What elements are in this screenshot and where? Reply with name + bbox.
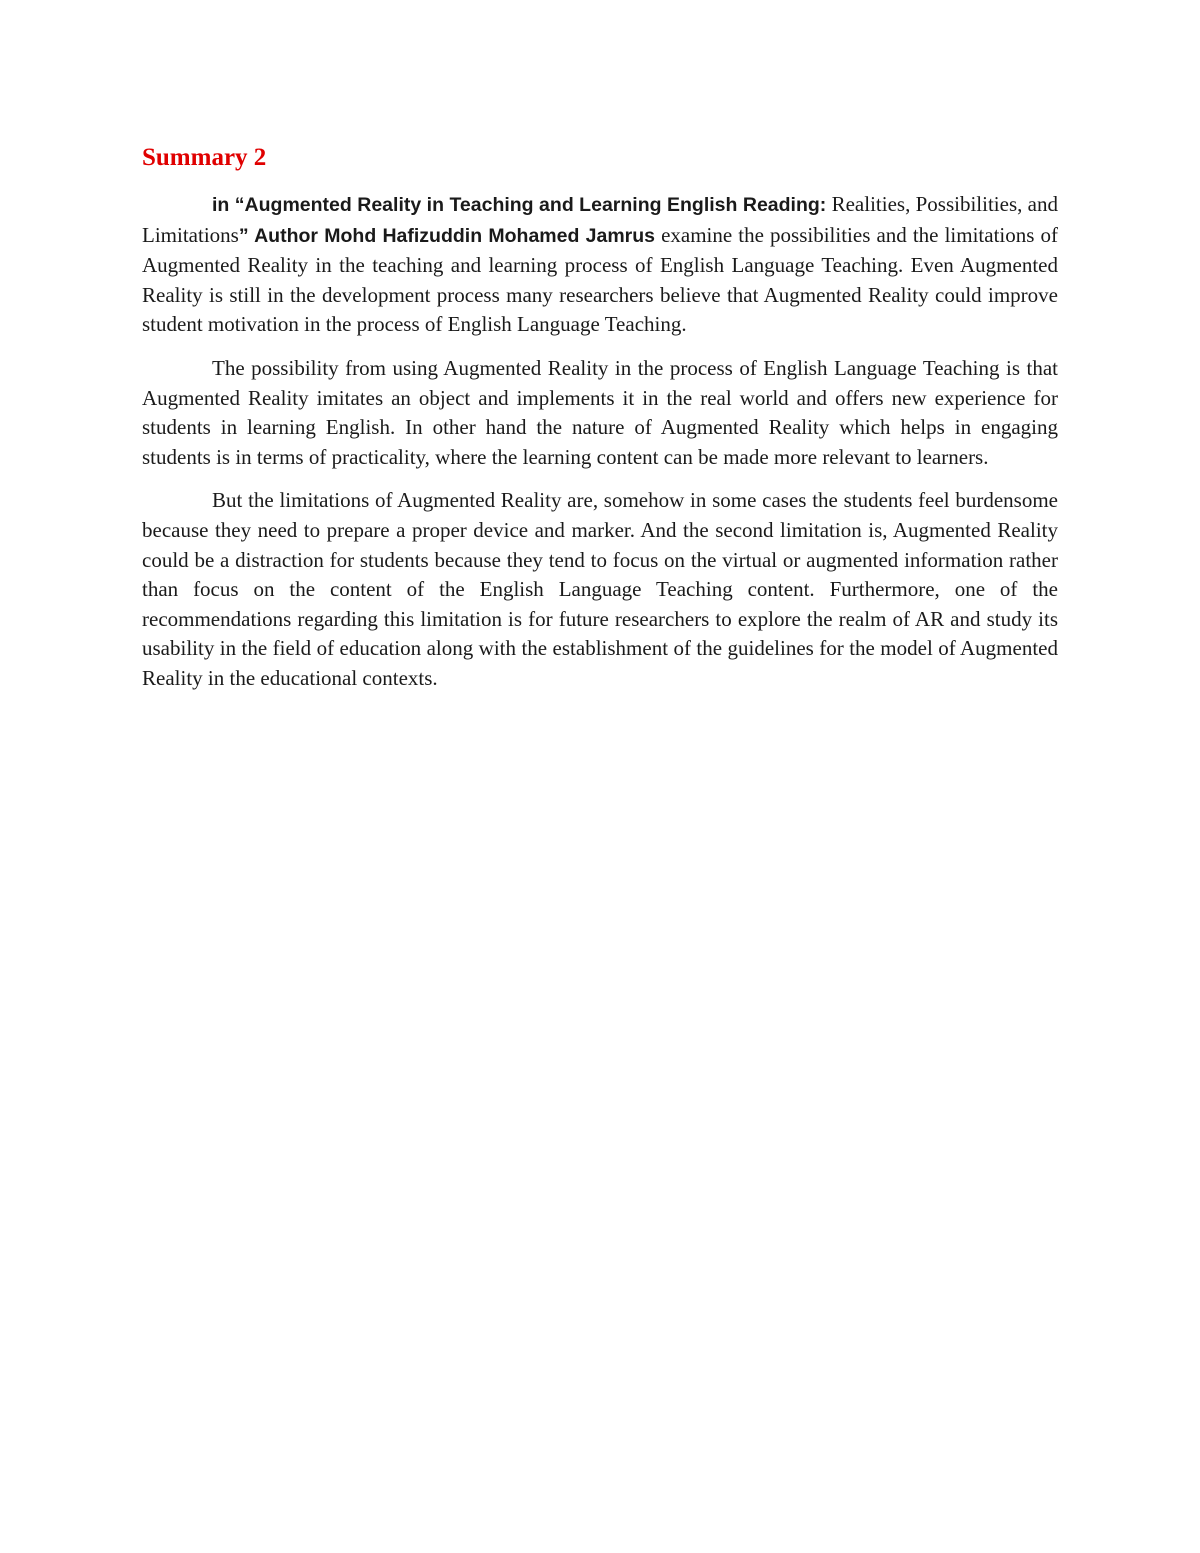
author-name: Author Mohd Hafizuddin Mohamed Jamrus [248,224,655,247]
article-title-bold: in “Augmented Reality in Teaching and Learning English Reading: [212,194,827,216]
paragraph-intro [142,190,1058,340]
article-title-close-quote: ” [238,224,249,247]
article-title-rest: Realities, Possibilities, and Limitations [142,192,1058,247]
paragraph-possibilities: The possibility from using Augmented Reality in the process of English Language Teaching is that Augmented Reality imitates an object and implements it in the real world and offers new experience for students in learning English. In other hand the nature of Augmented Reality which helps in engaging students is in terms of practicality, where the learning content can be made more relevant to learners. [142,355,1058,469]
summary-heading: Summary 2 [142,144,267,171]
paragraph-intro-body: examine the possibilities and the limitations of Augmented Reality in the teaching and learning process of English Language Teaching. Even Augmented Reality is still in the development process many researchers believe that Augmented Reality could improve student motivation in the process of English Language Teaching. [142,222,1058,337]
document-body [142,140,1058,708]
paragraph-limitations: But the limitations of Augmented Reality are, somehow in some cases the students feel burdensome because they need to prepare a proper device and marker. And the second limitation is, Augmented Reality could be a distraction for students because they tend to focus on the virtual or augmented information rather than focus on the content of the English Language Teaching content. Furthermore, one of the recommendations regarding this limitation is for future researchers to explore the realm of AR and study its usability in the field of education along with the establishment of the guidelines for the model of Augmented Reality in the educational contexts. [142,488,1058,690]
